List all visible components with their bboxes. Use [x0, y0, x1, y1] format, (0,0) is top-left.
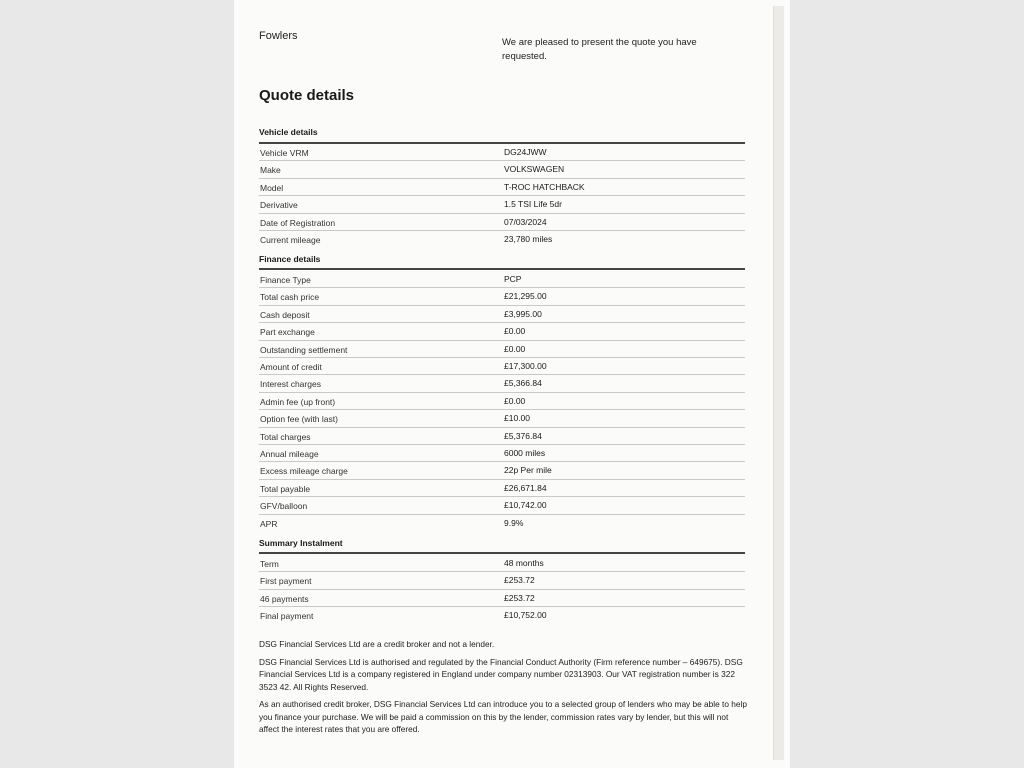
- row-label: Derivative: [260, 200, 298, 211]
- summary-instalment-heading: Summary Instalment: [259, 538, 343, 548]
- row-label: Admin fee (up front): [260, 396, 336, 407]
- table-row: [259, 392, 745, 410]
- note-credit-broker: DSG Financial Services Ltd are a credit broker and not a lender.: [259, 639, 495, 649]
- table-row: [259, 305, 745, 323]
- row-label: Excess mileage charge: [260, 466, 348, 477]
- table-row: [259, 571, 745, 589]
- table-row: [259, 589, 745, 607]
- vehicle-details-heading: Vehicle details: [259, 127, 318, 137]
- table-row: [259, 409, 745, 427]
- row-value: £0.00: [504, 395, 526, 406]
- intro-text: We are pleased to present the quote you have requested.: [502, 37, 697, 62]
- row-label: Interest charges: [260, 379, 321, 390]
- table-row: [259, 230, 745, 247]
- row-value: £10.00: [504, 413, 530, 424]
- row-value: DG24JWW: [504, 147, 547, 157]
- table-row: [259, 340, 745, 358]
- row-value: £5,376.84: [504, 430, 542, 441]
- row-label: Part exchange: [260, 327, 315, 338]
- row-label: Vehicle VRM: [260, 148, 309, 158]
- row-value: T-ROC HATCHBACK: [504, 181, 585, 192]
- row-value: 48 months: [504, 558, 544, 568]
- row-label: Current mileage: [260, 235, 321, 245]
- dealer-name: Fowlers: [259, 30, 298, 42]
- row-value: £17,300.00: [504, 361, 547, 371]
- row-value: 9.9%: [504, 517, 524, 528]
- table-row: [259, 322, 745, 340]
- row-value: £3,995.00: [504, 308, 542, 319]
- table-row: [259, 374, 745, 392]
- table-row: [259, 270, 745, 288]
- table-row: [259, 287, 745, 305]
- row-value: £253.72: [504, 592, 535, 603]
- row-value: £253.72: [504, 575, 535, 586]
- row-label: Final payment: [260, 611, 314, 622]
- row-value: £0.00: [504, 326, 526, 337]
- row-label: Outstanding settlement: [260, 344, 348, 355]
- table-row: [259, 461, 745, 479]
- row-value: 07/03/2024: [504, 216, 547, 227]
- table-row: [259, 427, 745, 445]
- row-label: APR: [260, 518, 278, 529]
- table-row: [259, 160, 745, 178]
- row-label: Make: [260, 165, 281, 176]
- table-row: [259, 554, 745, 572]
- row-label: Total payable: [260, 483, 311, 494]
- table-row: [259, 444, 745, 462]
- table-row: [259, 479, 745, 497]
- row-label: Date of Registration: [260, 217, 336, 228]
- row-value: 1.5 TSI Life 5dr: [504, 199, 562, 210]
- row-value: VOLKSWAGEN: [504, 164, 565, 175]
- row-label: First payment: [260, 576, 312, 587]
- row-value: PCP: [504, 274, 522, 284]
- table-row: [259, 143, 745, 161]
- row-value: £0.00: [504, 343, 526, 354]
- row-value: 6000 miles: [504, 448, 546, 458]
- row-value: £10,742.00: [504, 500, 547, 511]
- row-label: Total charges: [260, 431, 311, 442]
- row-label: GFV/balloon: [260, 501, 308, 512]
- page-title: Quote details: [259, 87, 355, 104]
- row-value: £26,671.84: [504, 482, 547, 493]
- row-label: Finance Type: [260, 275, 311, 285]
- page-edge: [773, 6, 784, 760]
- table-row: [259, 606, 745, 623]
- row-value: £5,366.84: [504, 378, 542, 389]
- row-value: £10,752.00: [504, 610, 547, 621]
- table-row: [259, 178, 745, 196]
- table-row: [259, 195, 745, 213]
- row-value: 22p Per mile: [504, 465, 552, 476]
- table-row: [259, 514, 745, 531]
- row-label: Model: [260, 182, 284, 193]
- row-label: Amount of credit: [260, 362, 322, 372]
- note-fca-registration: DSG Financial Services Ltd is authorised and regulated by the Financial Conduct Authority (Firm reference number – 649675). DSG Financial Services Ltd is a company registered in England under company number 02313903. Our VAT registration number is 322 3523 42. All Rights Reserved.: [259, 656, 743, 692]
- finance-details-heading: Finance details: [259, 254, 321, 264]
- row-label: Option fee (with last): [260, 414, 338, 425]
- row-value: £21,295.00: [504, 291, 547, 302]
- row-label: Annual mileage: [260, 449, 319, 459]
- row-value: 23,780 miles: [504, 234, 553, 244]
- row-label: 46 payments: [260, 593, 309, 604]
- table-row: [259, 496, 745, 514]
- row-label: Total cash price: [260, 292, 320, 303]
- table-row: [259, 357, 745, 375]
- row-label: Cash deposit: [260, 309, 310, 320]
- table-row: [259, 213, 745, 231]
- note-commission: As an authorised credit broker, DSG Financial Services Ltd can introduce you to a selected group of lenders who may be able to help you finance your purchase. We will be paid a commission on this by the lender, commission rates vary by lender, but this will not affect the interest rates that you are offered.: [259, 699, 747, 734]
- footer-notes: [259, 638, 747, 741]
- row-label: Term: [260, 559, 279, 569]
